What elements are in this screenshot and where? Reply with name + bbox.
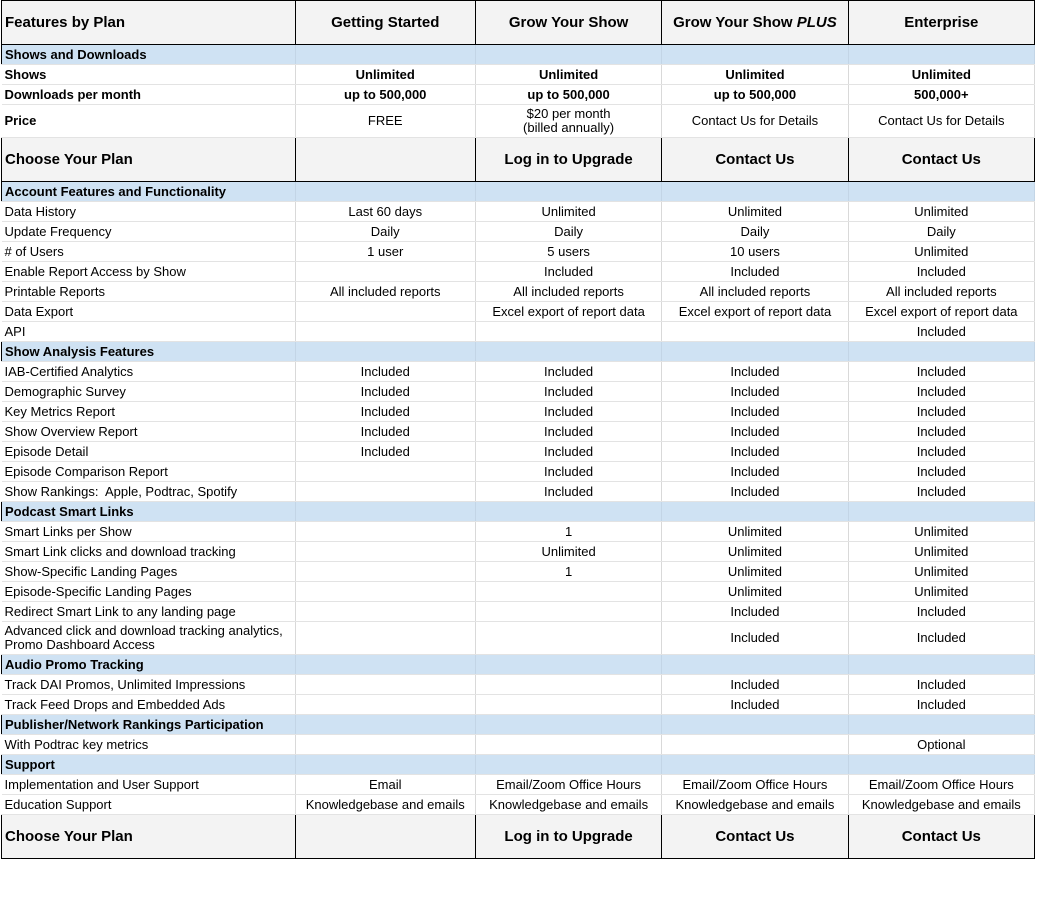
cell-value xyxy=(295,602,475,622)
cell-value: Unlimited xyxy=(848,562,1034,582)
row-label: Episode Detail xyxy=(2,442,296,462)
table-row xyxy=(2,462,1035,482)
cell-value: Excel export of report data xyxy=(475,302,661,322)
cell-value: Unlimited xyxy=(662,522,848,542)
table-row xyxy=(2,402,1035,422)
cell-value: 500,000+ xyxy=(848,85,1034,105)
table-row xyxy=(2,85,1035,105)
row-label: IAB-Certified Analytics xyxy=(2,362,296,382)
section-row xyxy=(2,45,1035,65)
cell-value: Daily xyxy=(475,222,661,242)
cell-value: Contact Us for Details xyxy=(848,105,1034,138)
table-row xyxy=(2,242,1035,262)
cell-value: Unlimited xyxy=(848,522,1034,542)
cell-value: Unlimited xyxy=(475,65,661,85)
section-title: Publisher/Network Rankings Participation xyxy=(2,715,296,735)
cell-value: Included xyxy=(662,482,848,502)
row-label: # of Users xyxy=(2,242,296,262)
section-title: Support xyxy=(2,755,296,775)
choose-plan-label: Choose Your Plan xyxy=(2,815,296,859)
cell-value: Unlimited xyxy=(662,562,848,582)
cell-value: All included reports xyxy=(295,282,475,302)
table-row xyxy=(2,695,1035,715)
cell-value: Included xyxy=(662,695,848,715)
row-label: Episode Comparison Report xyxy=(2,462,296,482)
table-row xyxy=(2,562,1035,582)
row-label: Enable Report Access by Show xyxy=(2,262,296,282)
cell-value: Unlimited xyxy=(848,202,1034,222)
plan-header-row xyxy=(2,1,1035,45)
cell-value xyxy=(295,522,475,542)
plan-grow-plus-name: Grow Your Show xyxy=(673,13,793,31)
cell-value: Email/Zoom Office Hours xyxy=(848,775,1034,795)
contact-us-button[interactable]: Contact Us xyxy=(662,138,848,182)
cell-value: Included xyxy=(295,362,475,382)
cell-value: Included xyxy=(848,422,1034,442)
cell-value xyxy=(295,582,475,602)
plan-grow-plus-header xyxy=(662,1,848,45)
cell-value: Included xyxy=(662,675,848,695)
cell-value xyxy=(475,105,661,138)
table-row xyxy=(2,262,1035,282)
cell-value: Included xyxy=(475,442,661,462)
cell-value: Included xyxy=(848,382,1034,402)
cell-value: Knowledgebase and emails xyxy=(295,795,475,815)
row-label: With Podtrac key metrics xyxy=(2,735,296,755)
cell-value: Included xyxy=(662,442,848,462)
cell-value: Included xyxy=(475,422,661,442)
cell-value: Unlimited xyxy=(662,582,848,602)
table-row xyxy=(2,735,1035,755)
cell-value: Included xyxy=(848,602,1034,622)
row-label: Demographic Survey xyxy=(2,382,296,402)
plan-comparison-table xyxy=(1,0,1035,859)
table-row xyxy=(2,622,1035,655)
cell-value: Included xyxy=(662,602,848,622)
row-label: Implementation and User Support xyxy=(2,775,296,795)
cell-value xyxy=(295,262,475,282)
contact-us-button[interactable]: Contact Us xyxy=(848,138,1034,182)
section-row xyxy=(2,715,1035,735)
cell-value: Included xyxy=(295,422,475,442)
billing-note: (billed annually) xyxy=(523,120,615,135)
cell-value xyxy=(295,622,475,655)
cell-value: Email xyxy=(295,775,475,795)
cell-value: 1 xyxy=(475,522,661,542)
cell-value: All included reports xyxy=(848,282,1034,302)
cell-value: Unlimited xyxy=(848,582,1034,602)
cell-value xyxy=(475,322,661,342)
cell-value: Excel export of report data xyxy=(848,302,1034,322)
cell-value: Included xyxy=(295,442,475,462)
row-label: Price xyxy=(2,105,296,138)
cell-value: up to 500,000 xyxy=(475,85,661,105)
cell-value: Included xyxy=(662,622,848,655)
cell-value: 1 xyxy=(475,562,661,582)
cell-value: Included xyxy=(848,695,1034,715)
cell-value xyxy=(295,735,475,755)
row-label: Show Overview Report xyxy=(2,422,296,442)
row-label: Track Feed Drops and Embedded Ads xyxy=(2,695,296,715)
cell-value: Unlimited xyxy=(662,542,848,562)
cell-value: Excel export of report data xyxy=(662,302,848,322)
cell-value: Included xyxy=(662,382,848,402)
cell-value xyxy=(475,582,661,602)
cell-value: up to 500,000 xyxy=(295,85,475,105)
row-label: Education Support xyxy=(2,795,296,815)
cell-value: Knowledgebase and emails xyxy=(662,795,848,815)
table-row xyxy=(2,795,1035,815)
cell-value: Included xyxy=(475,362,661,382)
row-label: Data History xyxy=(2,202,296,222)
cell-value: Unlimited xyxy=(848,65,1034,85)
cell-value: Included xyxy=(662,362,848,382)
section-row xyxy=(2,655,1035,675)
cell-value xyxy=(295,695,475,715)
table-row xyxy=(2,422,1035,442)
section-title: Shows and Downloads xyxy=(2,45,296,65)
table-row xyxy=(2,602,1035,622)
row-label: Shows xyxy=(2,65,296,85)
row-label: Smart Links per Show xyxy=(2,522,296,542)
cell-value: Included xyxy=(475,402,661,422)
cell-value xyxy=(662,735,848,755)
cell-value: Knowledgebase and emails xyxy=(848,795,1034,815)
cell-value: Included xyxy=(662,262,848,282)
section-row xyxy=(2,755,1035,775)
row-label: API xyxy=(2,322,296,342)
plus-suffix: PLUS xyxy=(796,13,837,31)
cell-value: Included xyxy=(848,675,1034,695)
table-row xyxy=(2,522,1035,542)
cell-value xyxy=(662,322,848,342)
cell-value: Included xyxy=(848,462,1034,482)
table-row xyxy=(2,302,1035,322)
row-label: Show Rankings: Apple, Podtrac, Spotify xyxy=(2,482,296,502)
row-label: Key Metrics Report xyxy=(2,402,296,422)
plan-getting-started-header: Getting Started xyxy=(295,1,475,45)
table-row xyxy=(2,382,1035,402)
cell-value: Knowledgebase and emails xyxy=(475,795,661,815)
section-title: Show Analysis Features xyxy=(2,342,296,362)
cell-value: Included xyxy=(848,402,1034,422)
cell-value: Included xyxy=(475,462,661,482)
cell-value xyxy=(295,562,475,582)
cell-value xyxy=(475,735,661,755)
row-label: Update Frequency xyxy=(2,222,296,242)
table-row xyxy=(2,222,1035,242)
cell-value: Unlimited xyxy=(295,65,475,85)
table-row xyxy=(2,362,1035,382)
section-title: Audio Promo Tracking xyxy=(2,655,296,675)
table-row xyxy=(2,582,1035,602)
cell-value: up to 500,000 xyxy=(662,85,848,105)
section-row xyxy=(2,182,1035,202)
table-row xyxy=(2,482,1035,502)
contact-us-button[interactable]: Contact Us xyxy=(662,815,848,859)
section-row xyxy=(2,502,1035,522)
cell-value: Unlimited xyxy=(848,542,1034,562)
getting-started-choose-cell xyxy=(295,138,475,182)
cell-value: FREE xyxy=(295,105,475,138)
choose-plan-row xyxy=(2,138,1035,182)
table-row xyxy=(2,282,1035,302)
section-row xyxy=(2,342,1035,362)
row-label: Printable Reports xyxy=(2,282,296,302)
row-label: Track DAI Promos, Unlimited Impressions xyxy=(2,675,296,695)
table-row xyxy=(2,202,1035,222)
cell-value: Included xyxy=(848,322,1034,342)
row-label: Redirect Smart Link to any landing page xyxy=(2,602,296,622)
section-title: Podcast Smart Links xyxy=(2,502,296,522)
cell-value xyxy=(475,675,661,695)
table-row xyxy=(2,322,1035,342)
row-label: Show-Specific Landing Pages xyxy=(2,562,296,582)
cell-value xyxy=(295,675,475,695)
choose-plan-row xyxy=(2,815,1035,859)
table-row xyxy=(2,442,1035,462)
price-line: $20 per month xyxy=(526,106,611,121)
cell-value: Included xyxy=(475,262,661,282)
row-label: Smart Link clicks and download tracking xyxy=(2,542,296,562)
getting-started-choose-cell xyxy=(295,815,475,859)
log-in-to-upgrade-button[interactable]: Log in to Upgrade xyxy=(475,815,661,859)
cell-value: Unlimited xyxy=(475,202,661,222)
table-row xyxy=(2,675,1035,695)
cell-value: Contact Us for Details xyxy=(662,105,848,138)
cell-value xyxy=(475,695,661,715)
cell-value: Included xyxy=(848,482,1034,502)
cell-value xyxy=(295,322,475,342)
cell-value: Daily xyxy=(295,222,475,242)
cell-value: All included reports xyxy=(662,282,848,302)
plan-enterprise-header: Enterprise xyxy=(848,1,1034,45)
cell-value: Email/Zoom Office Hours xyxy=(475,775,661,795)
table-row xyxy=(2,542,1035,562)
cell-value: Included xyxy=(475,382,661,402)
cell-value xyxy=(295,302,475,322)
row-label: Downloads per month xyxy=(2,85,296,105)
cell-value: 5 users xyxy=(475,242,661,262)
cell-value xyxy=(295,462,475,482)
cell-value: Included xyxy=(662,462,848,482)
cell-value: Daily xyxy=(848,222,1034,242)
cell-value: Unlimited xyxy=(475,542,661,562)
table-row xyxy=(2,775,1035,795)
cell-value: Unlimited xyxy=(662,65,848,85)
cell-value: 10 users xyxy=(662,242,848,262)
cell-value: Included xyxy=(475,482,661,502)
cell-value: Unlimited xyxy=(662,202,848,222)
cell-value: Included xyxy=(848,262,1034,282)
cell-value: Email/Zoom Office Hours xyxy=(662,775,848,795)
cell-value xyxy=(295,482,475,502)
log-in-to-upgrade-button[interactable]: Log in to Upgrade xyxy=(475,138,661,182)
cell-value: Included xyxy=(295,382,475,402)
row-label: Episode-Specific Landing Pages xyxy=(2,582,296,602)
table-row xyxy=(2,65,1035,85)
cell-value: All included reports xyxy=(475,282,661,302)
cell-value: Unlimited xyxy=(848,242,1034,262)
contact-us-button[interactable]: Contact Us xyxy=(848,815,1034,859)
cell-value xyxy=(475,602,661,622)
cell-value: Included xyxy=(662,402,848,422)
cell-value: Daily xyxy=(662,222,848,242)
cell-value: Optional xyxy=(848,735,1034,755)
plan-grow-header: Grow Your Show xyxy=(475,1,661,45)
cell-value: Included xyxy=(848,362,1034,382)
cell-value xyxy=(475,622,661,655)
cell-value: Included xyxy=(848,442,1034,462)
cell-value: 1 user xyxy=(295,242,475,262)
table-row xyxy=(2,105,1035,138)
choose-plan-label: Choose Your Plan xyxy=(2,138,296,182)
cell-value xyxy=(295,542,475,562)
cell-value: Included xyxy=(848,622,1034,655)
row-label: Data Export xyxy=(2,302,296,322)
features-by-plan-label: Features by Plan xyxy=(2,1,296,45)
cell-value: Included xyxy=(295,402,475,422)
section-title: Account Features and Functionality xyxy=(2,182,296,202)
cell-value: Last 60 days xyxy=(295,202,475,222)
row-label: Advanced click and download tracking analytics, Promo Dashboard Access xyxy=(2,622,296,655)
cell-value: Included xyxy=(662,422,848,442)
